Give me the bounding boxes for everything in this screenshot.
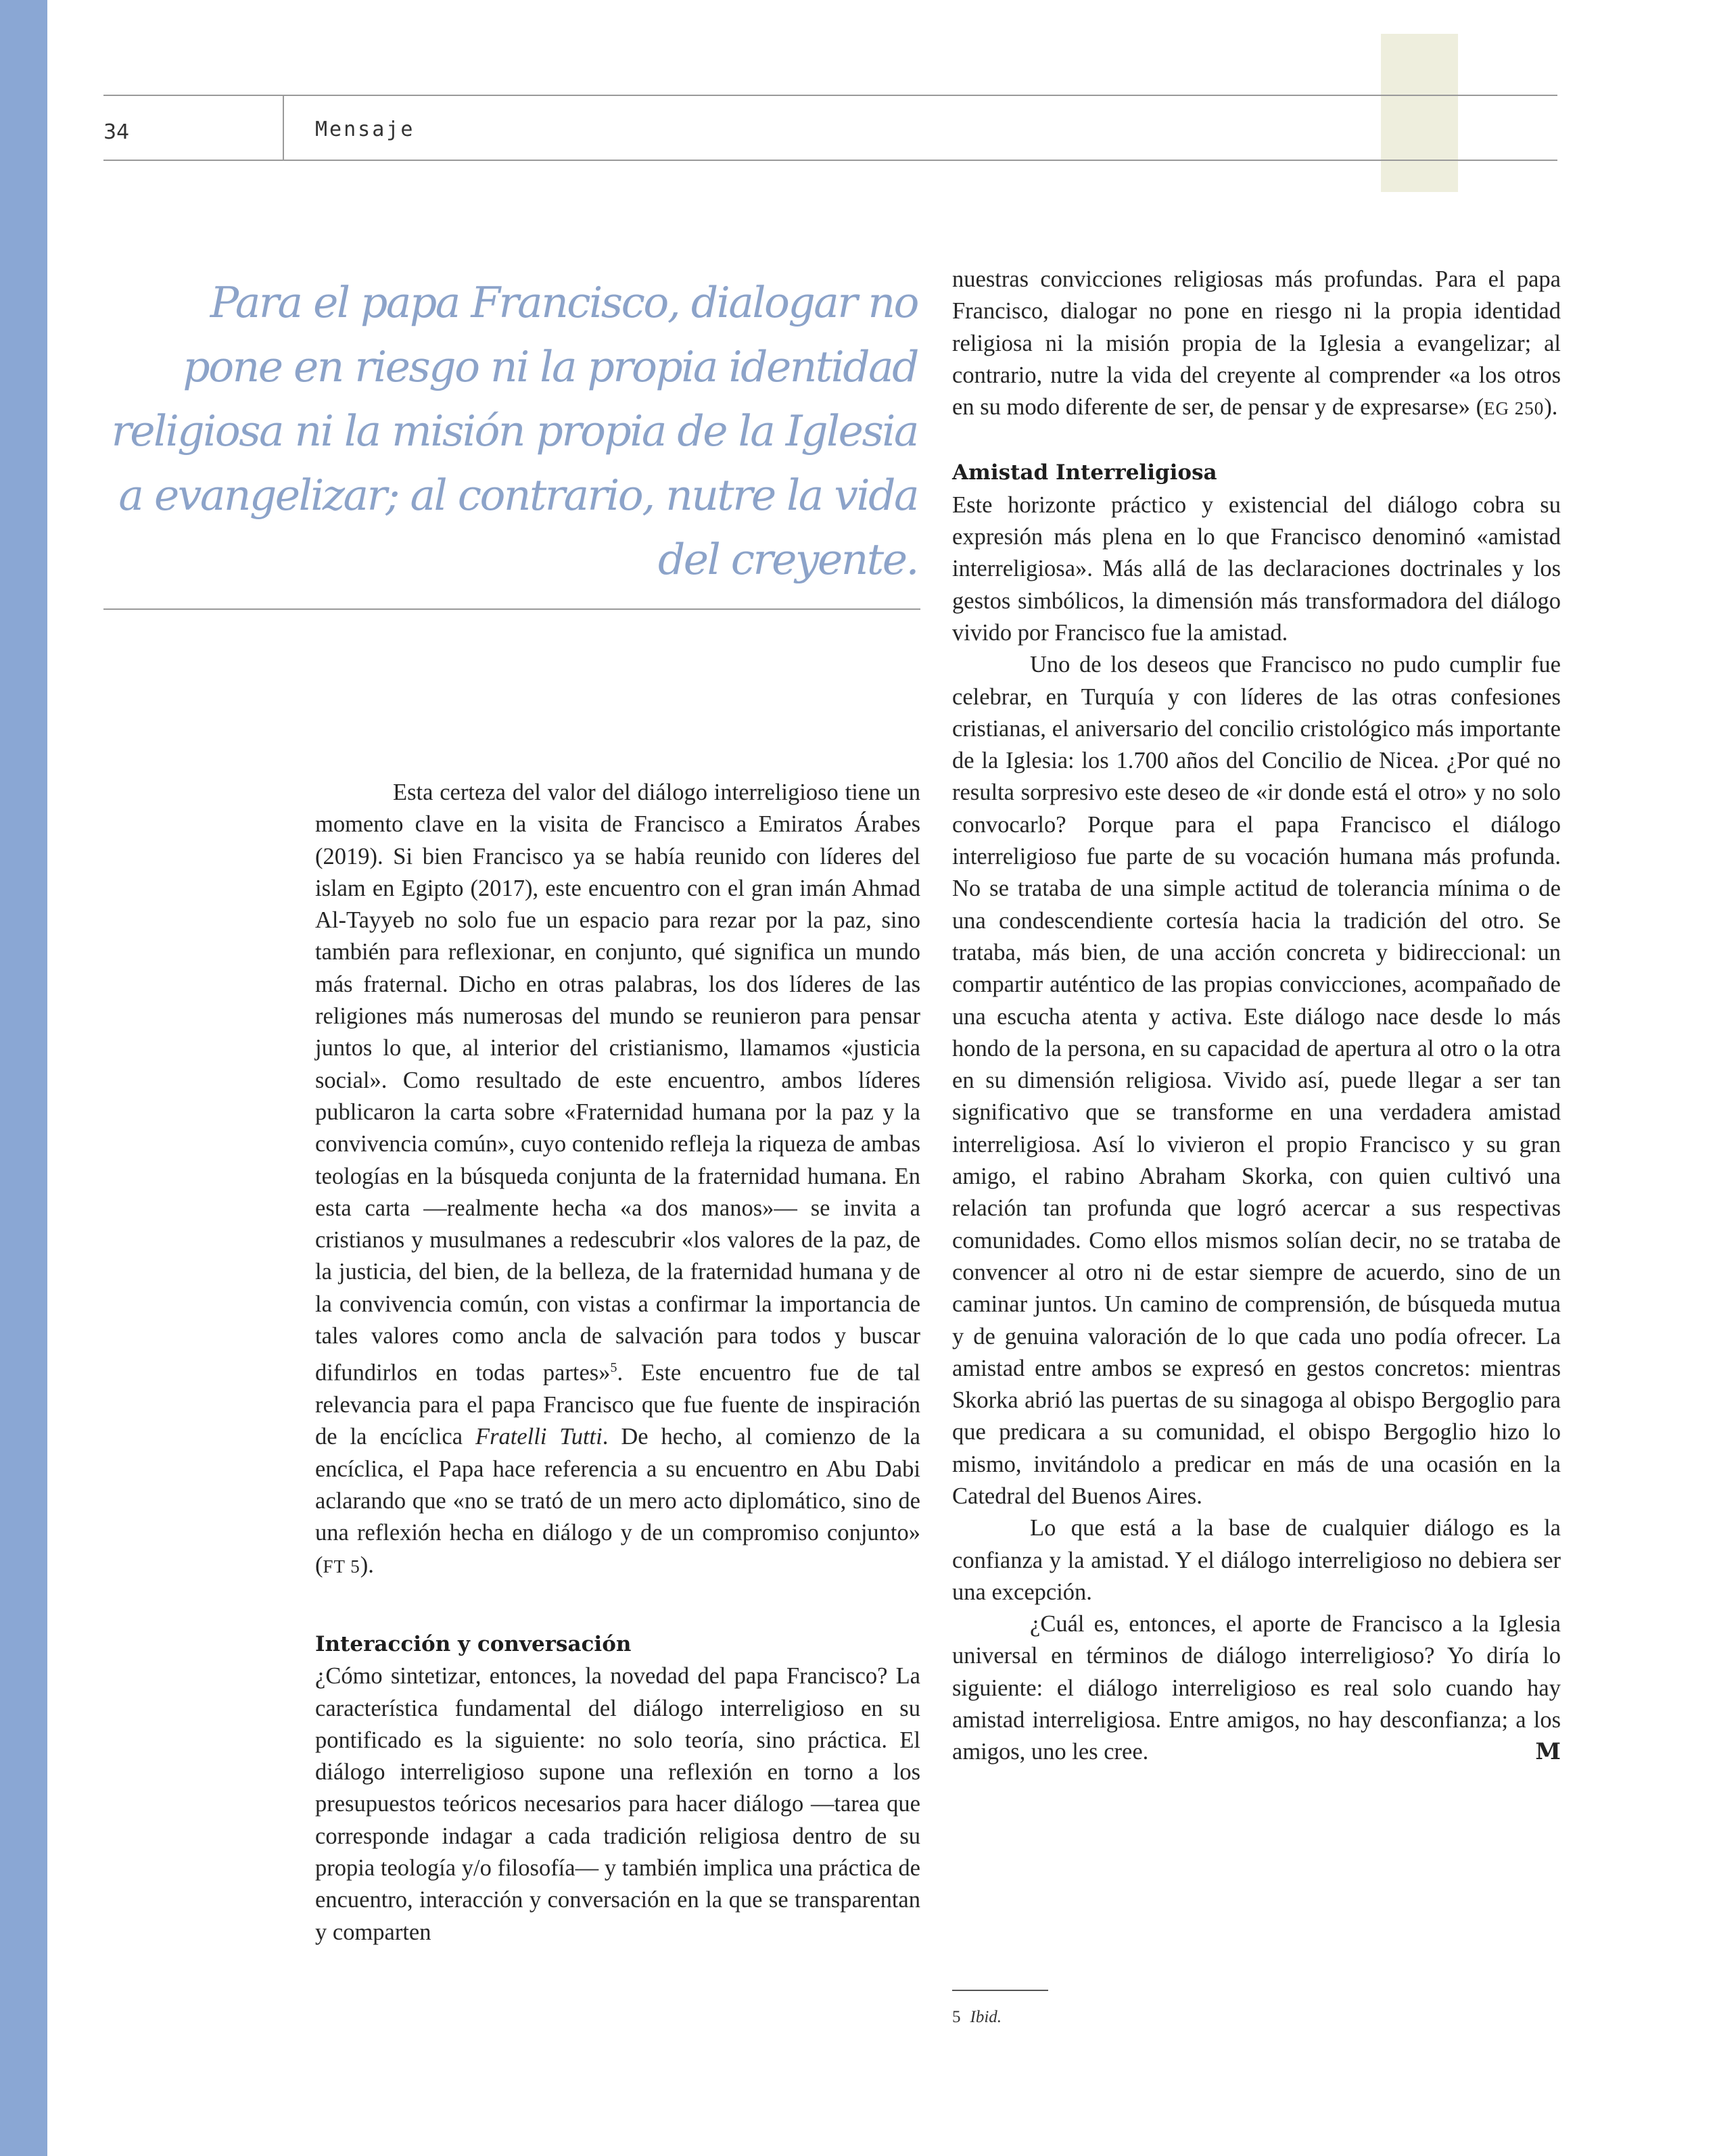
section-tab-marker (1381, 34, 1458, 192)
right-column (952, 264, 1561, 1769)
left-column (315, 777, 920, 1948)
body-paragraph: Lo que está a la base de cualquier diálogo es la confianza y la amistad. Y el diálogo interreligioso no debiera ser una excepción. (952, 1515, 1561, 1605)
citation-ft: FT 5 (323, 1556, 360, 1577)
page-number: 34 (103, 120, 130, 144)
footnote-rule (952, 1990, 1048, 1991)
page-side-bar (0, 0, 47, 2156)
body-paragraph: Esta certeza del valor del diálogo interreligioso tiene un momento clave en la visita de Francisco a Emiratos Árabes (2019). Si bien Francisco ya se había reunido con líderes del islam en Egipto (2017), este encuentro con el gran imán Ahmad Al-Tayyeb no solo fue un espacio para rezar por la paz, sino también para reflexionar, en conjunto, qué significa un mundo más fraternal. Dicho en otras palabras, los dos líderes de las religiones más numerosas del mundo se reunieron para pensar juntos lo que, al interior del cristianismo, llamamos «justicia social». Como resultado de este encuentro, ambos líderes publicaron la carta sobre «Fraternidad humana por la paz y la convivencia común», cuyo contenido refleja la riqueza de ambas teologías en la búsqueda conjunta de la fraternidad humana. En esta carta —realmente hecha «a dos manos»— se invita a cristianos y musulmanes a redescubrir «los valores de la paz, de la justicia, del bien, de la belleza, de la fraternidad humana y de la convivencia común, con vistas a confirmar la importancia de tales valores como ancla de salvación para todos y buscar difundirlos en todas partes»$^5$. Este encuentro fue de tal relevancia para el papa Francisco que fue fuente de inspiración de la encíclica Fratelli Tutti. De hecho, al comienzo de la encíclica, el Papa hace referencia a su encuentro en Abu Dabi aclarando que «no se trató de un mero acto diplomático, sino de una reflexión hecha en diálogo y de un compromiso conjunto» (FT 5). (315, 780, 920, 1578)
header-top-rule (103, 95, 1557, 96)
body-paragraph: ¿Cómo sintetizar, entonces, la novedad del papa Francisco? La característica fundamental del diálogo interreligioso en su pontificado es la siguiente: no solo teoría, sino práctica. El diálogo interreligioso supone una reflexión en torno a los presupuestos teóricos necesarios para hacer diálogo —tarea que corresponde indagar a cada tradición religiosa dentro de su propia teología y/o filosofía— y también implica una práctica de encuentro, interacción y conversación en la que se transparentan y comparten (315, 1663, 920, 1945)
body-paragraph: Este horizonte práctico y existencial del diálogo cobra su expresión más plena en lo que Francisco denominó «amistad interreligiosa». Más allá de las declaraciones doctrinales y los gestos simbólicos, la dimensión más transformadora del diálogo vivido por Francisco fue la amistad. (952, 492, 1561, 646)
encyclical-title: Fratelli Tutti (475, 1424, 603, 1450)
footnote-reference: 5 (610, 1360, 617, 1376)
section-heading: Amistad Interreligiosa (952, 460, 1217, 485)
footnote (952, 2008, 1002, 2027)
header-divider (283, 96, 284, 160)
footnote-text: Ibid. (970, 2008, 1002, 2026)
magazine-name: Mensaje (315, 118, 415, 141)
pull-quote: Para el papa Francisco, dialogar no pone en riesgo ni la propia identidad religiosa ni la misión propia de la Iglesia a evangelizar; al contrario, nutre la vida del creyente. (111, 278, 918, 584)
body-paragraph: ¿Cuál es, entonces, el aporte de Francisco a la Iglesia universal en términos de diálogo interreligioso? Yo diría lo siguiente: el diálogo interreligioso es real solo cuando hay amistad interreligiosa. Entre amigos, no hay desconfianza; a los amigos, uno les cree. M (952, 1608, 1561, 1768)
end-mark: M (1535, 1738, 1561, 1766)
body-paragraph: nuestras convicciones religiosas más profundas. Para el papa Francisco, dialogar no pone en riesgo ni la propia identidad religiosa ni la misión propia de la Iglesia a evangelizar; al contrario, nutre la vida del creyente al comprender «a los otros en su modo diferente de ser, de pensar y de expresarse» (EG 250). (952, 266, 1561, 421)
footnote-number: 5 (952, 2008, 961, 2026)
header-bottom-rule (103, 160, 1557, 161)
body-paragraph: Uno de los deseos que Francisco no pudo cumplir fue celebrar, en Turquía y con líderes de las otras confesiones cristianas, el aniversario del concilio cristológico más importante de la Iglesia: los 1.700 años del Concilio de Nicea. ¿Por qué no resulta sorpresivo este deseo de «ir donde está el otro» y no solo convocarlo? Porque para el papa Francisco el diálogo interreligioso fue parte de su vocación humana más profunda. No se trataba de una simple actitud de tolerancia mínima o de una condescendiente cortesía hacia la tradición del otro. Se trataba, más bien, de una acción concreta y bidireccional: un compartir auténtico de las propias convicciones, acompañado de una escucha atenta y activa. Este diálogo nace desde lo más hondo de la persona, en su capacidad de apertura al otro o la otra en su dimensión religiosa. Vivido así, puede llegar a ser tan significativo que se transforme en una verdadera amistad interreligiosa. Así lo vivieron el propio Francisco y su gran amigo, el rabino Abraham Skorka, con quien cultivó una relación tan profunda que logró acercar a sus respectivas comunidades. Como ellos mismos solían decir, no se trataba de convencer al otro ni de estar siempre de acuerdo, sino de un caminar juntos. Un camino de comprensión, de búsqueda mutua y de genuina valoración de lo que cada uno podía ofrecer. La amistad entre ambos se expresó en gestos concretos: mientras Skorka abrió las puertas de su sinagoga al obispo Bergoglio para que predicara a su comunidad, el obispo Bergoglio hizo lo mismo, invitándolo a predicar en más de una ocasión en la Catedral del Buenos Aires. (952, 652, 1561, 1509)
citation-eg: EG 250 (1484, 398, 1545, 419)
pull-quote-rule (103, 608, 920, 610)
section-heading: Interacción y conversación (315, 1631, 632, 1656)
